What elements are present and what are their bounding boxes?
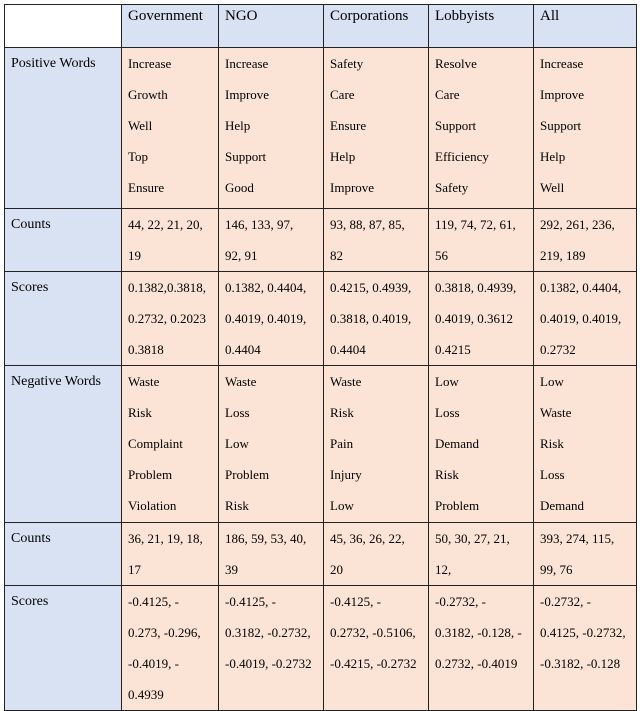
cell-line: Problem xyxy=(435,498,480,513)
cell-line: Well xyxy=(540,180,565,195)
cell-line: Improve xyxy=(225,87,270,102)
cell-line: 219, 189 xyxy=(540,248,586,263)
cell-line: Low xyxy=(330,498,354,513)
row-label: Positive Words xyxy=(5,48,122,209)
cell-line: Waste xyxy=(225,374,257,389)
table-cell xyxy=(324,586,429,711)
table-cell xyxy=(122,523,219,586)
column-header: All xyxy=(534,5,637,48)
table-cell xyxy=(122,366,219,523)
cell-line: Increase xyxy=(540,56,584,71)
cell-line: 0.2732, 0.2023 xyxy=(128,311,206,326)
table-cell xyxy=(324,48,429,209)
cell-line: Low xyxy=(225,436,249,451)
cell-line: Violation xyxy=(128,498,177,513)
cell-line: Ensure xyxy=(330,118,367,133)
cell-line: Increase xyxy=(225,56,269,71)
cell-line: Safety xyxy=(330,56,364,71)
cell-line: 0.4215, 0.4939, xyxy=(330,280,412,295)
table-cell xyxy=(122,48,219,209)
cell-line: 119, 74, 72, 61, xyxy=(435,217,516,232)
cell-line: 393, 274, 115, xyxy=(540,531,615,546)
row-label: Negative Words xyxy=(5,366,122,523)
cell-line: Problem xyxy=(225,467,270,482)
table-cell xyxy=(324,272,429,366)
cell-line: 0.4125, -0.2732, xyxy=(540,625,626,640)
header-row xyxy=(5,5,637,48)
table-cell xyxy=(534,209,637,272)
table-cell xyxy=(324,366,429,523)
cell-line: 0.4019, 0.3612 xyxy=(435,311,513,326)
table-cell xyxy=(219,48,324,209)
cell-line: 92, 91 xyxy=(225,248,258,263)
cell-line: Help xyxy=(540,149,566,164)
cell-line: Support xyxy=(540,118,582,133)
cell-line: Safety xyxy=(435,180,469,195)
cell-line: Injury xyxy=(330,467,362,482)
cell-line: 0.1382, 0.4404, xyxy=(540,280,622,295)
cell-line: Support xyxy=(225,149,267,164)
cell-line: Waste xyxy=(540,405,572,420)
cell-line: 50, 30, 27, 21, xyxy=(435,531,510,546)
cell-line: Loss xyxy=(540,467,565,482)
table-cell xyxy=(122,209,219,272)
cell-line: Care xyxy=(330,87,355,102)
table-row xyxy=(5,48,637,209)
table-row xyxy=(5,586,637,711)
cell-line: Increase xyxy=(128,56,172,71)
table-cell xyxy=(534,48,637,209)
cell-line: -0.2732, - xyxy=(435,594,486,609)
sentiment-table xyxy=(4,4,637,711)
cell-line: Growth xyxy=(128,87,168,102)
row-label: Scores xyxy=(5,586,122,711)
cell-line: Improve xyxy=(330,180,375,195)
corner-cell xyxy=(5,5,122,48)
table-cell xyxy=(534,523,637,586)
cell-line: 39 xyxy=(225,562,238,577)
row-label: Counts xyxy=(5,209,122,272)
cell-line: -0.4125, - xyxy=(128,594,179,609)
cell-line: Demand xyxy=(540,498,585,513)
cell-line: Resolve xyxy=(435,56,477,71)
cell-line: Efficiency xyxy=(435,149,489,164)
cell-line: 93, 88, 87, 85, xyxy=(330,217,405,232)
cell-line: 19 xyxy=(128,248,141,263)
cell-line: 186, 59, 53, 40, xyxy=(225,531,307,546)
cell-line: 0.2732 xyxy=(540,342,576,357)
table-cell xyxy=(429,209,534,272)
cell-line: Pain xyxy=(330,436,354,451)
cell-line: -0.4019, - xyxy=(128,656,179,671)
table-cell xyxy=(122,272,219,366)
cell-line: Waste xyxy=(128,374,160,389)
cell-line: 0.4019, 0.4019, xyxy=(540,311,622,326)
cell-line: Top xyxy=(128,149,149,164)
cell-line: 82 xyxy=(330,248,343,263)
cell-line: Care xyxy=(435,87,460,102)
cell-line: 0.4404 xyxy=(330,342,366,357)
cell-line: 36, 21, 19, 18, xyxy=(128,531,203,546)
cell-line: Risk xyxy=(225,498,249,513)
cell-line: Loss xyxy=(435,405,460,420)
cell-line: 0.3182, -0.128, - xyxy=(435,625,522,640)
cell-line: 0.3818, 0.4019, xyxy=(330,311,412,326)
table-cell xyxy=(429,272,534,366)
cell-line: 17 xyxy=(128,562,141,577)
cell-line: 0.2732, -0.4019 xyxy=(435,656,518,671)
cell-line: -0.4125, - xyxy=(225,594,276,609)
table-row xyxy=(5,272,637,366)
table-cell xyxy=(219,523,324,586)
cell-line: 0.1382,0.3818, xyxy=(128,280,206,295)
cell-line: 292, 261, 236, xyxy=(540,217,615,232)
table-cell xyxy=(219,366,324,523)
cell-line: 0.273, -0.296, xyxy=(128,625,201,640)
cell-line: Well xyxy=(128,118,153,133)
cell-line: Good xyxy=(225,180,254,195)
cell-line: Waste xyxy=(330,374,362,389)
cell-line: 0.4404 xyxy=(225,342,261,357)
table-cell xyxy=(219,272,324,366)
cell-line: 0.3818, 0.4939, xyxy=(435,280,517,295)
column-header: Corporations xyxy=(324,5,429,48)
cell-line: Help xyxy=(330,149,356,164)
row-label: Counts xyxy=(5,523,122,586)
cell-line: Support xyxy=(435,118,477,133)
cell-line: Low xyxy=(540,374,564,389)
cell-line: 56 xyxy=(435,248,448,263)
cell-line: 0.4939 xyxy=(128,687,164,702)
row-label: Scores xyxy=(5,272,122,366)
cell-line: Demand xyxy=(435,436,480,451)
cell-line: 0.4215 xyxy=(435,342,471,357)
table-row xyxy=(5,523,637,586)
table-cell xyxy=(429,586,534,711)
cell-line: 44, 22, 21, 20, xyxy=(128,217,203,232)
cell-line: -0.4125, - xyxy=(330,594,381,609)
cell-line: 0.1382, 0.4404, xyxy=(225,280,307,295)
cell-line: Risk xyxy=(435,467,459,482)
table-cell xyxy=(324,209,429,272)
table-cell xyxy=(534,366,637,523)
table-row xyxy=(5,366,637,523)
cell-line: 12, xyxy=(435,562,452,577)
cell-line: Risk xyxy=(128,405,152,420)
cell-line: -0.3182, -0.128 xyxy=(540,656,621,671)
cell-line: Complaint xyxy=(128,436,183,451)
cell-line: -0.2732, - xyxy=(540,594,591,609)
cell-line: Help xyxy=(225,118,251,133)
cell-line: Problem xyxy=(128,467,173,482)
column-header: Lobbyists xyxy=(429,5,534,48)
cell-line: Low xyxy=(435,374,459,389)
table-cell xyxy=(429,523,534,586)
cell-line: Ensure xyxy=(128,180,165,195)
table-row xyxy=(5,209,637,272)
cell-line: -0.4215, -0.2732 xyxy=(330,656,417,671)
cell-line: Risk xyxy=(330,405,354,420)
table-cell xyxy=(122,586,219,711)
table-cell xyxy=(429,366,534,523)
table-cell xyxy=(534,272,637,366)
table-cell xyxy=(324,523,429,586)
cell-line: 146, 133, 97, xyxy=(225,217,294,232)
column-header: Government xyxy=(122,5,219,48)
column-header: NGO xyxy=(219,5,324,48)
cell-line: 0.4019, 0.4019, xyxy=(225,311,307,326)
table-cell xyxy=(534,586,637,711)
cell-line: 0.2732, -0.5106, xyxy=(330,625,416,640)
table-cell xyxy=(219,586,324,711)
cell-line: 0.3818 xyxy=(128,342,164,357)
cell-line: 45, 36, 26, 22, xyxy=(330,531,405,546)
table-cell xyxy=(429,48,534,209)
cell-line: Risk xyxy=(540,436,564,451)
table-cell xyxy=(219,209,324,272)
cell-line: 20 xyxy=(330,562,343,577)
cell-line: Improve xyxy=(540,87,585,102)
cell-line: -0.4019, -0.2732 xyxy=(225,656,312,671)
cell-line: 0.3182, -0.2732, xyxy=(225,625,311,640)
cell-line: 99, 76 xyxy=(540,562,573,577)
cell-line: Loss xyxy=(225,405,250,420)
